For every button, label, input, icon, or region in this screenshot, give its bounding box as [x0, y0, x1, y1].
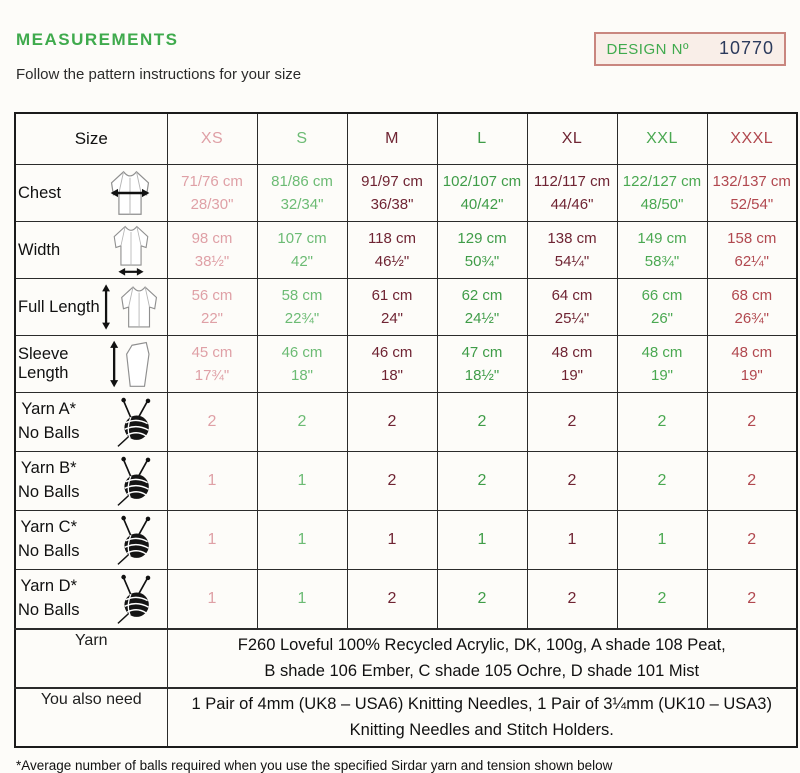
yarn-c-xxxl: 2 — [707, 511, 797, 570]
yarn-d-row — [15, 570, 797, 630]
yarn-a-xxl: 2 — [617, 393, 707, 452]
measurements-table — [14, 112, 798, 748]
width-row: Width 98 cm 38½" 107 cm 42" 118 cm 46½" 129 cm 50¾" 138 cm 54¼" 149 cm 58¾" 158 cm 62¼" — [15, 222, 797, 279]
chest-label: Chest — [18, 183, 62, 202]
size-header-row — [15, 113, 797, 165]
yarn-b-s: 1 — [257, 452, 347, 511]
yarn-d-xl: 2 — [527, 570, 617, 630]
full-length-xl: 64 cm — [551, 286, 593, 304]
yarn-c-l: 1 — [437, 511, 527, 570]
full-length-m: 61 cm — [371, 286, 413, 304]
full-length-xxl: 66 cm — [641, 286, 683, 304]
sleeve-l: 47 cm — [461, 343, 503, 361]
sleeve-xxxl: 48 cm — [731, 343, 773, 361]
chest-xl: 112/117 cm — [533, 172, 611, 190]
width-xxxl: 158 cm — [727, 229, 777, 247]
you-also-need-text: 1 Pair of 4mm (UK8 – USA6) Knitting Needles, 1 Pair of 3¼mm (UK10 – USA3) Knitting Needles and Stitch Holders. — [167, 688, 797, 747]
sleeve-xl: 48 cm — [551, 343, 593, 361]
size-xs: XS — [200, 130, 224, 147]
chest-xs: 71/76 cm — [181, 172, 243, 190]
chest-l: 102/107 cm — [442, 172, 522, 190]
yarn-d-s: 1 — [257, 570, 347, 630]
chest-xxl: 122/127 cm — [622, 172, 702, 190]
full-length-xxxl: 68 cm — [731, 286, 773, 304]
size-l: L — [477, 130, 487, 147]
you-also-need-label: You also need — [15, 688, 167, 747]
sleeve-s: 46 cm — [281, 343, 323, 361]
yarn-c-xs: 1 — [167, 511, 257, 570]
yarn-ball-icon — [111, 573, 159, 625]
sleeve-arrow-icon — [105, 339, 159, 389]
yarn-d-xs: 1 — [167, 570, 257, 630]
size-m: M — [385, 130, 399, 147]
yarn-a-xs: 2 — [167, 393, 257, 452]
sweater-chest-arrow-icon — [101, 169, 159, 217]
width-m: 118 cm — [367, 229, 417, 247]
full-length-label: Full Length — [18, 297, 100, 316]
design-number-box — [594, 32, 786, 66]
yarn-a-xxxl: 2 — [707, 393, 797, 452]
yarn-info-text: F260 Loveful 100% Recycled Acrylic, DK, 100g, A shade 108 Peat, B shade 106 Ember, C shade 105 Ochre, D shade 101 Mist — [167, 629, 797, 688]
page-header — [14, 30, 786, 100]
subtitle: Follow the pattern instructions for your size — [16, 66, 302, 83]
size-s: S — [296, 130, 308, 147]
page-title: MEASUREMENTS — [16, 30, 179, 49]
sweater-width-arrow-icon — [103, 224, 159, 276]
yarn-b-xl: 2 — [527, 452, 617, 511]
yarn-d-label: Yarn D* No Balls — [18, 577, 80, 619]
yarn-d-xxxl: 2 — [707, 570, 797, 630]
yarn-d-xxl: 2 — [617, 570, 707, 630]
sweater-length-arrow-icon — [100, 282, 166, 332]
yarn-b-l: 2 — [437, 452, 527, 511]
yarn-d-m: 2 — [347, 570, 437, 630]
design-label: DESIGN Nº — [606, 41, 689, 58]
yarn-b-row — [15, 452, 797, 511]
design-number: 10770 — [718, 38, 774, 58]
chest-row: Chest 71/76 cm 28/30" 81/86 cm 32/34" 91/97 cm 36/38" 102/107 cm 40/42" 112/117 cm 44/46" 122/127 cm 48/50" 132/137 cm 52/54" — [15, 165, 797, 222]
sleeve-length-label: Sleeve Length — [18, 345, 69, 382]
yarn-ball-icon — [111, 455, 159, 507]
width-xl: 138 cm — [547, 229, 597, 247]
yarn-c-label: Yarn C* No Balls — [18, 518, 80, 560]
yarn-d-l: 2 — [437, 570, 527, 630]
width-l: 129 cm — [457, 229, 507, 247]
sleeve-xxl: 48 cm — [641, 343, 683, 361]
yarn-a-s: 2 — [257, 393, 347, 452]
width-xxl: 149 cm — [637, 229, 687, 247]
yarn-a-row — [15, 393, 797, 452]
full-length-xs: 56 cm — [191, 286, 233, 304]
yarn-info-row — [15, 629, 797, 688]
yarn-a-label: Yarn A* No Balls — [18, 400, 80, 442]
yarn-b-xxxl: 2 — [707, 452, 797, 511]
width-xs: 98 cm — [191, 229, 233, 247]
size-label: Size — [74, 129, 108, 148]
yarn-b-xxl: 2 — [617, 452, 707, 511]
width-label: Width — [18, 240, 61, 259]
chest-s: 81/86 cm — [271, 172, 333, 190]
yarn-c-s: 1 — [257, 511, 347, 570]
yarn-b-label: Yarn B* No Balls — [18, 459, 80, 501]
full-length-s: 58 cm — [281, 286, 323, 304]
sleeve-length-row: Sleeve Length 45 cm 17¾" 46 cm 18" 46 cm 18" 47 cm 18½" 48 cm 19" 48 cm 19" 48 cm 19" — [15, 336, 797, 393]
yarn-ball-icon — [111, 396, 159, 448]
yarn-c-m: 1 — [347, 511, 437, 570]
size-xl: XL — [561, 130, 583, 147]
size-xxl: XXL — [646, 130, 678, 147]
full-length-row: Full Length 56 cm 22" 58 cm 22¾" 61 cm 24" 62 cm 24½" 64 cm 25¼" 66 cm 26" 68 cm 26¾" — [15, 279, 797, 336]
yarn-a-l: 2 — [437, 393, 527, 452]
yarn-c-xl: 1 — [527, 511, 617, 570]
sleeve-xs: 45 cm — [191, 343, 233, 361]
yarn-b-m: 2 — [347, 452, 437, 511]
footnote: *Average number of balls required when you use the specified Sirdar yarn and tension shown below — [16, 757, 613, 773]
full-length-l: 62 cm — [461, 286, 503, 304]
yarn-c-xxl: 1 — [617, 511, 707, 570]
yarn-info-label: Yarn — [15, 629, 167, 688]
width-s: 107 cm — [277, 229, 327, 247]
yarn-ball-icon — [111, 514, 159, 566]
yarn-a-m: 2 — [347, 393, 437, 452]
yarn-a-xl: 2 — [527, 393, 617, 452]
size-xxxl: XXXL — [730, 130, 774, 147]
sleeve-m: 46 cm — [371, 343, 413, 361]
yarn-c-row — [15, 511, 797, 570]
you-also-need-row — [15, 688, 797, 747]
chest-xxxl: 132/137 cm — [712, 172, 791, 190]
yarn-b-xs: 1 — [167, 452, 257, 511]
chest-m: 91/97 cm — [361, 172, 423, 190]
